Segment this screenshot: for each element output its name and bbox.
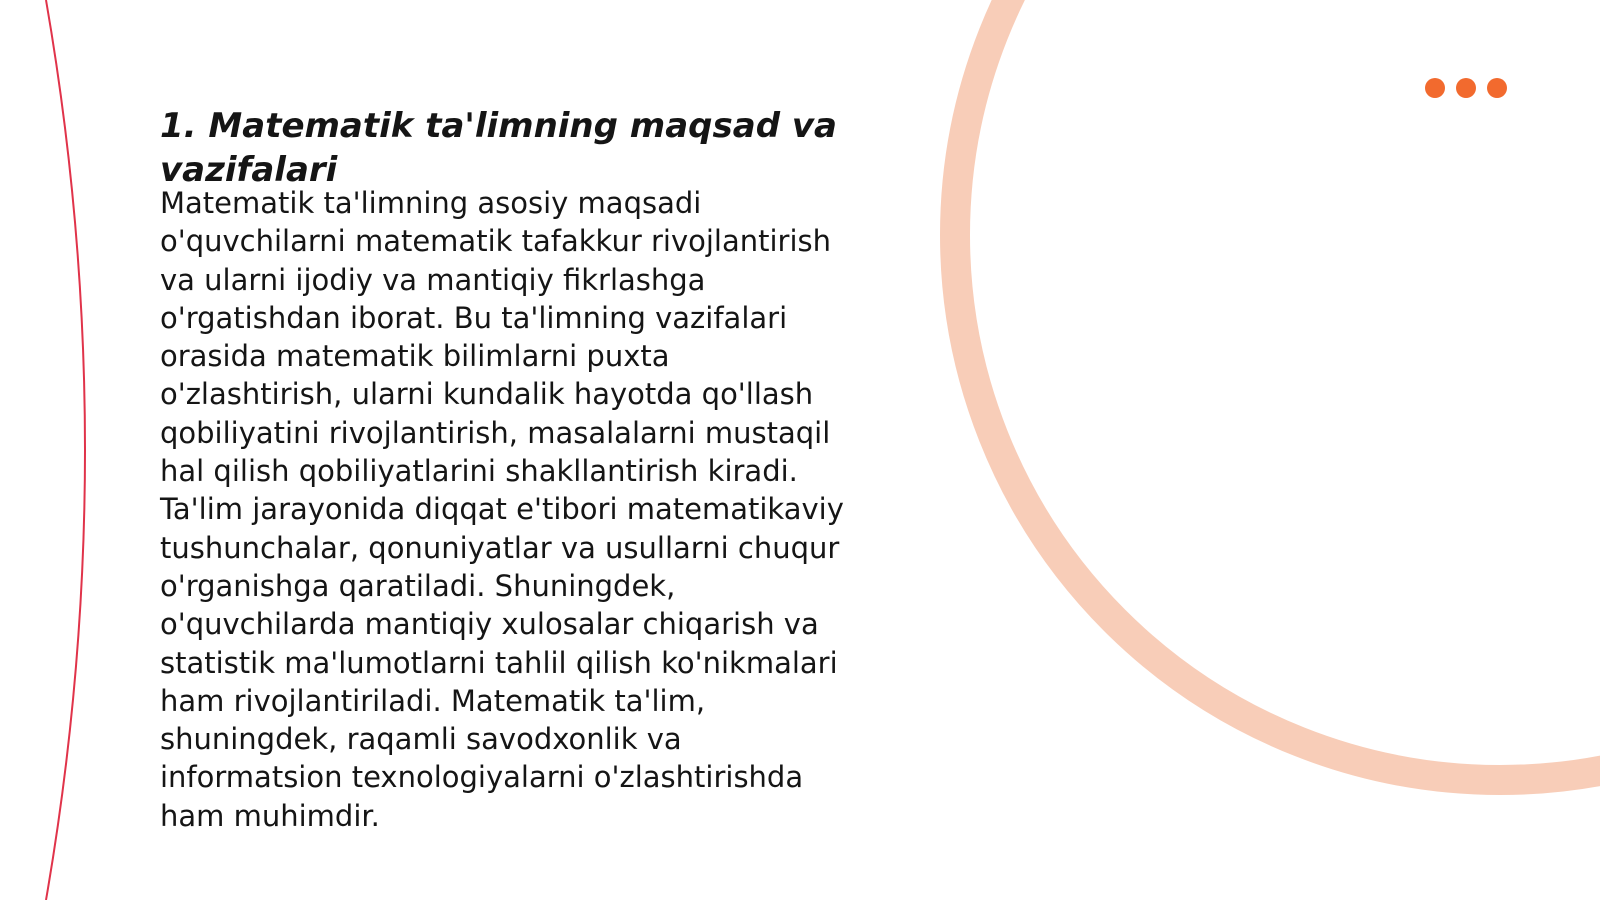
dot-icon (1456, 78, 1476, 98)
left-accent-line (46, 0, 85, 900)
decorative-arc (955, 0, 1600, 780)
slide-title: 1. Matematik ta'limning maqsad va vazifalari (160, 106, 837, 190)
three-dots-icon (1425, 78, 1507, 98)
dot-icon (1425, 78, 1445, 98)
slide-body-text: Matematik ta'limning asosiy maqsadi o'quvchilarni matematik tafakkur rivojlantirish va ularni ijodiy va mantiqiy fikrlashga o'rgatishdan iborat. Bu ta'limning vazifalari orasida matematik bilimlarni puxta o'zlashtirish, ularni kundalik hayotda qo'llash qobiliyatini rivojlantirish, masalalarni mustaqil hal qilish qobiliyatlarini shakllantirish kiradi. Ta'lim jarayonida diqqat e'tibori matematikaviy tushunchalar, qonuniyatlar va usullarni chuqur o'rganishga qaratiladi. Shuningdek, o'quvchilarda mantiqiy xulosalar chiqarish va statistik ma'lumotlarni tahlil qilish ko'nikmalari ham rivojlantiriladi. Matematik ta'lim, shuningdek, raqamli savodxonlik va informatsion texnologiyalarni o'zlashtirishda ham muhimdir. (160, 186, 844, 833)
dot-icon (1487, 78, 1507, 98)
